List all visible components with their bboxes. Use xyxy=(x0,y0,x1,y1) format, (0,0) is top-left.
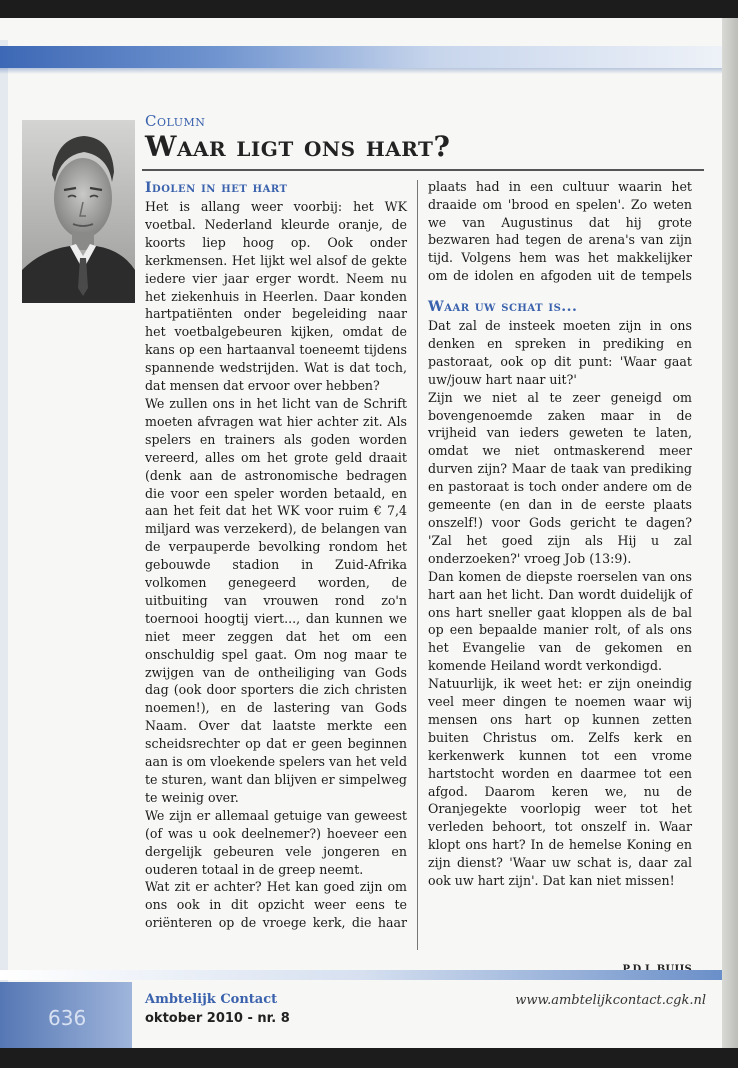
paragraph: Zijn we niet al te zeer geneigd om bovengenoemde zaken maar in de vrijheid van ieders geweten te laten, omdat we niet ontmaskerend meer durven zijn? Maar de taak van prediking en pastoraat is toch onder andere om de gemeente (en dan in de eerste plaats onszelf!) voor Gods gericht te dagen? 'Zal het goed zijn als Hij u zal onderzoeken?' vroeg Job (13:9). xyxy=(428,389,692,566)
paragraph: We zullen ons in het licht van de Schrift moeten afvragen wat hier achter zit. Als spelers en trainers als goden worden vereerd, alles om het grote geld draait (denk aan de astronomische bedragen die voor een speler worden betaald, en aan het feit dat het WK voor ruim € 7,4 miljard was verzekerd), de belangen van de verpauperde bevolking rondom het gebouwde stadion in Zuid-Afrika volkomen genegeerd worden, de uitbuiting van vrouwen rond zo'n toernooi hoogtij viert..., dan kunnen we niet meer zeggen dat het om een onschuldig spel gaat. Om nog maar te zwijgen van de ontheiliging van Gods dag (ook door sporters die zich christen noemen!), en de lastering van Gods Naam. Over dat laatste merkte een scheidsrechter op dat er geen beginnen aan is om vloekende spelers van het veld te sturen, want dan blijven er simpelweg te weinig over. xyxy=(145,395,408,805)
paragraph: We zijn er allemaal getuige van geweest (of was u ook deelnemer?) hoeveer een dergelijk gebeuren vele jongeren en ouderen totaal in de greep neemt. xyxy=(145,807,407,877)
paragraph: Wat zit er achter? Het kan goed zijn om ons ook in dit opzicht weer eens te oriënteren op de vroege kerk, die haar xyxy=(145,879,407,931)
paragraph: Natuurlijk, ik weet het: er zijn oneindig veel meer dingen te noemen waar wij mensen ons hart op kunnen zetten buiten Christus om. Zelfs kerk en kerkenwerk kunnen tot een vrome hartstocht worden en daarmee tot een afgod. Daarom keren we, nu de Oranjegekte voorlopig weer tot het verleden behoort, tot onszelf in. Waar klopt ons hart? In de hemelse Koning en zijn dienst? 'Waar uw schat is, daar zal ook uw hart zijn'. Dat kan niet missen! xyxy=(428,676,692,889)
paragraph: Dan komen de diepste roerselen van ons hart aan het licht. Dan wordt duidelijk of ons hart sneller gaat kloppen als de bal op een bepaalde manier rolt, of als ons het Evangelie van de gekomen en komende Heiland wordt verkondigd. xyxy=(428,568,692,674)
section-gap xyxy=(428,285,692,297)
top-color-bar xyxy=(0,46,722,68)
author-portrait-image xyxy=(22,120,135,303)
bottom-color-bar xyxy=(0,970,722,980)
author-photo xyxy=(22,120,135,303)
paragraph: Het is allang weer voorbij: het WK voetbal. Nederland kleurde oranje, de koorts liep hoog op. Ook onder kerkmensen. Het lijkt wel alsof de gekte iedere vier jaar erger wordt. Neem nu het ziekenhuis in Heerlen. Daar konden hartpatiënten onder begeleiding naar het voetbalgebeuren kijken, omdat de kans op een hartaanval toeneemt tijdens spannende wedstrijden. Wat is dat toch, dat mensen dat ervoor over hebben? xyxy=(145,199,407,394)
page-number: 636 xyxy=(48,1006,87,1030)
section-heading-schat: Waar uw schat is... xyxy=(428,299,578,315)
column-label: Column xyxy=(145,112,206,130)
left-margin-strip xyxy=(0,40,8,1040)
article-column-right xyxy=(428,178,692,890)
article-column-left xyxy=(145,178,407,932)
paragraph: Dat zal de insteek moeten zijn in ons denken en spreken in prediking en pastoraat, ook op dit punt: 'Waar gaat uw/jouw hart naar uit?' xyxy=(428,318,692,387)
magazine-issue: oktober 2010 - nr. 8 xyxy=(145,1011,290,1026)
magazine-name: Ambtelijk Contact xyxy=(145,992,278,1007)
page-gutter-edge xyxy=(722,18,738,1048)
paragraph-continued xyxy=(428,178,692,285)
top-bar-shadow xyxy=(0,68,722,74)
continued-text: plaats had in een cultuur waarin het draaide om 'brood en spelen'. Zo weten we van Augustinus dat hij grote bezwaren had tegen de arena's van zijn tijd. Volgens hem was het makkelijker om de idolen en afgoden uit de tempels xyxy=(428,178,692,284)
section-heading-idolen: Idolen in het hart xyxy=(145,180,288,196)
website-link[interactable]: www.ambtelijkcontact.cgk.nl xyxy=(515,993,706,1008)
column-divider xyxy=(417,180,418,950)
article-title: Waar ligt ons hart? xyxy=(145,130,451,163)
title-rule xyxy=(142,169,704,171)
